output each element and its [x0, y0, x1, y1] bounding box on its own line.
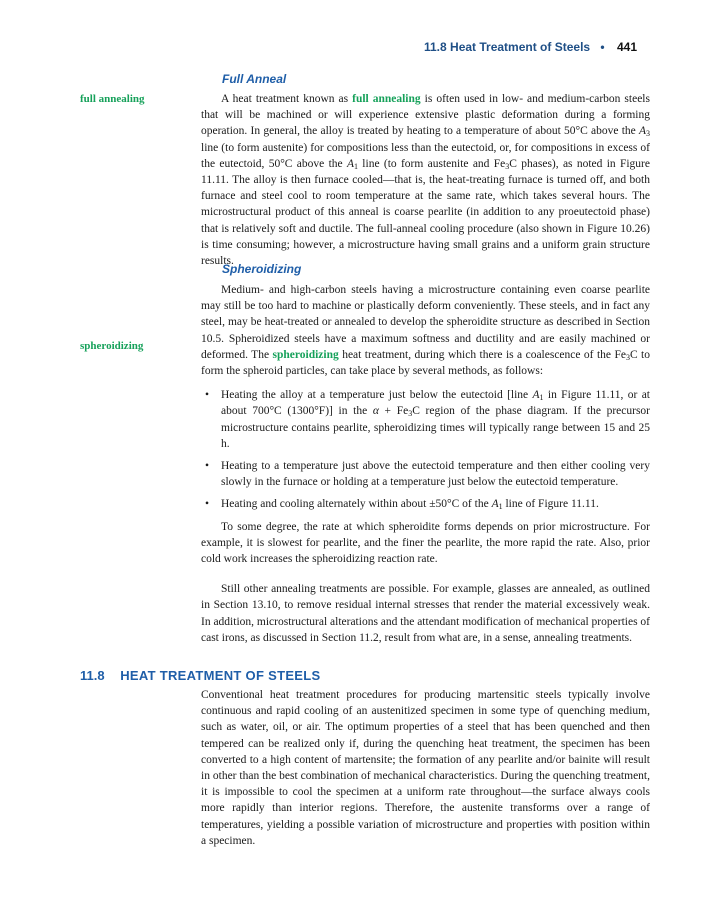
spheroidizing-methods-list [201, 387, 650, 512]
section-paragraph: Conventional heat treatment procedures for producing martensitic steels typically involve continuous and rapid cooling of an austenitized specimen in some type of quenching medium, such as water, oil, or air. The optimum properties of a steel that has been quenched and then tempered can be realized only if, during the quenching heat treatment, the specimen has been converted to a high content of martensite; the formation of any pearlite and/or bainite will result in other than the best combination of mechanical characteristics. During the quenching treatment, it is impossible to cool the specimen at a uniform rate throughout—the surface always cools more rapidly than interior regions. Therefore, the austenite transforms over a range of temperatures, yielding a possible variation of microstructure and properties with position within a specimen. [201, 689, 650, 847]
full-anneal-section [201, 91, 650, 269]
text-run: Heating and cooling alternately within about ±50°C of the [221, 498, 492, 511]
full-anneal-paragraph [201, 91, 650, 269]
key-term: full annealing [352, 93, 421, 105]
list-item [201, 496, 650, 512]
subscript: 1 [353, 161, 358, 171]
text-run: in Figure 11.11, or at about 700°C (1300°F)] in the [221, 389, 650, 418]
text-run: line (to form austenite) for compositions less than the eutectoid, or, for compositions in excess of the eutectoid, 50°C above the [201, 141, 650, 170]
text-run: Heating the alloy at a temperature just below the eutectoid [line [221, 389, 533, 402]
list-item [201, 387, 650, 452]
subscript: 3 [625, 352, 630, 362]
running-head-separator: • [600, 40, 605, 54]
text-run: Medium- and high-carbon steels having a microstructure containing even coarse pearlite may still be too hard to machine or plastically deform conveniently. These steels, and in fact any steel, may be heat-treated or annealed to develop the spheroidite structure as described in Section 10.5. Spheroidized steels have a maximum softness and ductility and are easily machined or deformed. The [201, 284, 650, 361]
symbol: A [491, 498, 499, 511]
text-run: A heat treatment known as [221, 93, 353, 105]
text-run: Heating to a temperature just above the eutectoid temperature and then either cooling very slowly in the furnace or holding at a temperature just below the eutectoid temperature. [221, 460, 650, 489]
section-number: 11.8 [80, 668, 105, 683]
text-run: line (to form austenite and Fe [357, 157, 506, 170]
text-run: is often used in low- and medium-carbon steels that will be machined or will experience extensive plastic deformation during a forming operation. In general, the alloy is treated by heating to a temperature of about 50°C above the [201, 93, 650, 138]
bullet-icon: • [205, 460, 210, 473]
running-head [424, 40, 637, 54]
symbol: A [532, 389, 540, 402]
subscript: 3 [646, 129, 650, 139]
key-term: spheroidizing [272, 348, 339, 361]
subscript: 3 [505, 161, 510, 171]
text-run: line of Figure 11.11. [502, 498, 599, 511]
symbol: α [372, 405, 379, 418]
page-number: 441 [616, 40, 637, 54]
bullet-icon: • [205, 498, 210, 511]
subscript: 3 [408, 409, 413, 419]
spheroidizing-rate-paragraph: To some degree, the rate at which spheroidite forms depends on prior microstructure. For example, it is slowest for pearlite, and the finer the pearlite, the more rapid the rate. Also, prior cold work increases the spheroidizing reaction rate. [201, 520, 650, 566]
other-annealing-paragraph: Still other annealing treatments are possible. For example, glasses are annealed, as outlined in Section 13.10, to remove residual internal stresses that render the material excessively weak. In addition, microstructural alterations and the attendant modification of mechanical properties of cast irons, as discussed in Section 11.2, result from what are, in a sense, annealing treatments. [201, 583, 650, 644]
list-item [201, 458, 650, 490]
section-title: HEAT TREATMENT OF STEELS [120, 668, 321, 683]
subscript: 1 [539, 393, 544, 403]
spheroidizing-heading: Spheroidizing [222, 262, 302, 276]
bullet-icon: • [205, 389, 210, 402]
text-run: C to form the spheroid particles, can take place by several methods, as follows: [201, 348, 651, 378]
margin-term-spheroidizing: spheroidizing [80, 340, 144, 352]
text-run: heat treatment, during which there is a coalescence of the Fe [338, 348, 626, 361]
margin-term-full-annealing: full annealing [80, 93, 145, 105]
subscript: 1 [498, 502, 503, 512]
symbol: A [638, 125, 646, 138]
section-heading [80, 668, 321, 683]
full-anneal-heading: Full Anneal [222, 72, 287, 86]
text-run: C region of the phase diagram. If the precursor microstructure contains pearlite, spheroidizing times will typically range between 15 and 25 h. [221, 405, 651, 450]
text-run: + Fe [378, 405, 409, 418]
spheroidizing-paragraph [201, 282, 650, 379]
running-head-title: 11.8 Heat Treatment of Steels [424, 40, 591, 54]
section-body [201, 687, 650, 849]
text-run: C phases), as noted in Figure 11.11. The alloy is then furnace cooled—that is, the heat-treating furnace is turned off, and both furnace and steel cool to room temperature at the same rate, which takes several hours. The microstructural product of this anneal is coarse pearlite (in addition to any proeutectoid phase) that is relatively soft and ductile. The full-anneal cooling procedure (also shown in Figure 10.26) is time consuming; however, a microstructure having small grains and a uniform grain structure results. [201, 157, 650, 268]
symbol: A [346, 157, 354, 170]
spheroidizing-section [201, 282, 650, 646]
